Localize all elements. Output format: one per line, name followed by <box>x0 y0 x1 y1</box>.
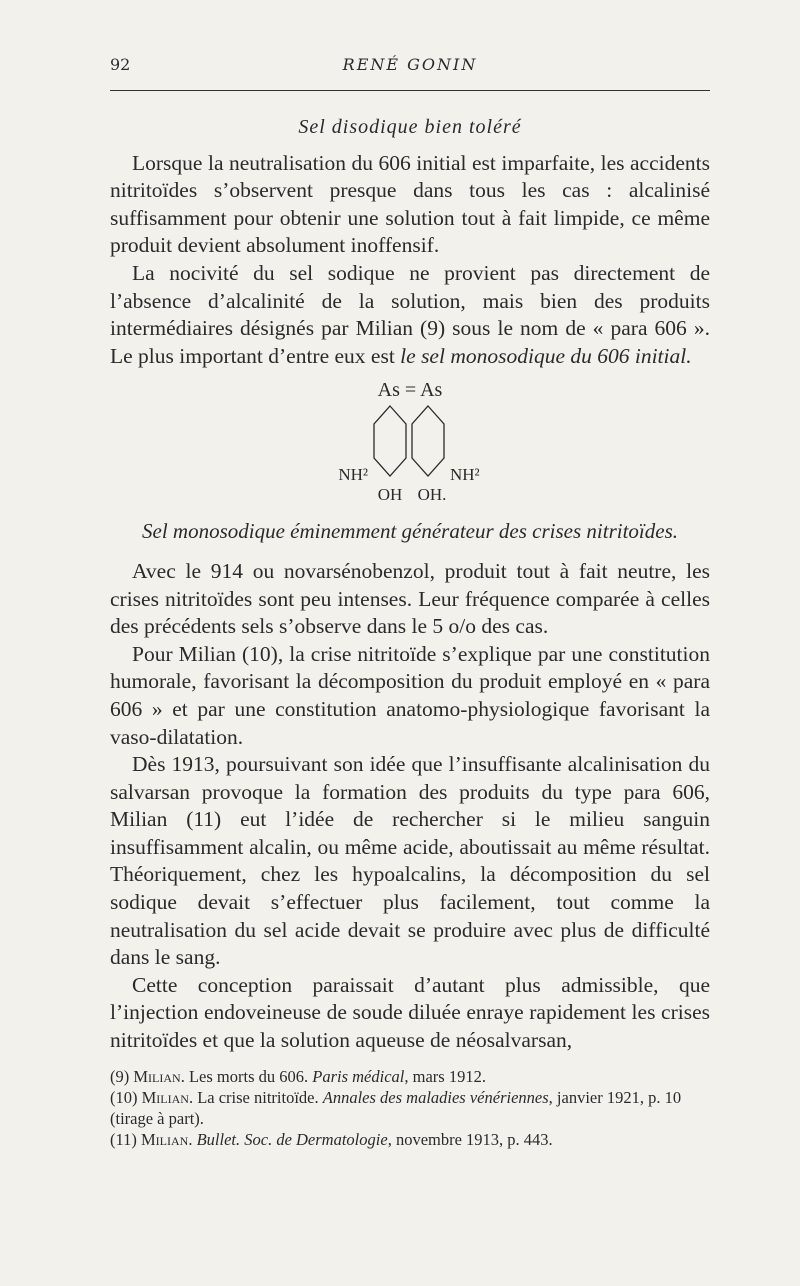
footnote-journal: Annales des maladies vénériennes <box>322 1088 549 1107</box>
right-benzene-ring <box>412 406 444 476</box>
footnote <box>110 1087 710 1129</box>
formula-top: As = As <box>377 379 443 402</box>
paragraph-2-emphasis: le sel monosodique du 606 initial. <box>400 343 692 368</box>
formula-drawing <box>110 376 710 506</box>
paragraph-4: Pour Milian (10), la crise nitritoïde s’explique par une constitution humorale, favorisant la décomposition du produit employé en « para 606 » et par une constitution anatomo-physiologique favorisant la vaso-dilatation. <box>110 641 710 749</box>
formula-left-nh2: NH² <box>338 465 368 485</box>
footnote-rest: , mars 1912. <box>404 1067 486 1086</box>
footnote-author: Milian. <box>141 1130 193 1149</box>
footnote-rest: , novembre 1913, p. 443. <box>387 1130 553 1149</box>
footnote <box>110 1066 710 1087</box>
paragraph-2-text: La nocivité du sel sodique ne provient pas directement de l’absence d’alcalinité de la solution, mais bien des produits intermédiaires désignés par Milian (9) sous le nom de « para 606 ». Le plus important d’entre eux est <box>110 260 710 368</box>
paragraph-6: Cette conception paraissait d’autant plus admissible, que l’injection endoveineuse de soude diluée enraye rapidement les crises nitritoïdes et que la solution aqueuse de néosalvarsan, <box>110 972 710 1053</box>
footnote-journal: Paris médical <box>312 1067 405 1086</box>
footnote-rest: , janvier 1921, p. 10 (tirage à part). <box>110 1088 682 1128</box>
left-benzene-ring <box>374 406 406 476</box>
main-text <box>110 106 710 1055</box>
footnote-author: Milian. <box>133 1067 185 1086</box>
chemical-formula <box>110 376 710 506</box>
paragraph-3: Avec le 914 ou novarsénobenzol, produit tout à fait neutre, les crises nitritoïdes sont peu intenses. Leur fréquence comparée à celles des précédents sels s’observe dans le 5 o/o des cas. <box>110 558 710 639</box>
footnotes <box>110 1066 710 1150</box>
page-number: 92 <box>110 55 131 74</box>
paragraph-5: Dès 1913, poursuivant son idée que l’insuffisante alcalinisation du salvarsan provoque la formation des produits du type para 606, Milian (11) eut l’idée de rechercher si le milieu sanguin insuffisamment alcalin, ou même acide, aboutissait au même résultat. Théoriquement, chez les hypoalcalins, la décomposition du sel sodique devait s’effectuer plus facilement, tout comme la neutralisation du sel acide devait se produire avec plus de difficulté dans le sang. <box>110 752 710 970</box>
formula-left-oh: OH <box>377 485 403 505</box>
formula-caption: Sel monosodique éminemment générateur des crises nitritoïdes. <box>142 519 678 544</box>
paragraph-2 <box>110 260 710 370</box>
footnote-number: (10) <box>110 1088 138 1107</box>
footnote-number: (11) <box>110 1130 137 1149</box>
footnote-text: La crise nitritoïde. <box>193 1088 323 1107</box>
running-head: RENÉ GONIN <box>342 55 478 74</box>
page-header <box>110 55 710 85</box>
footnote-author: Milian. <box>141 1088 194 1107</box>
footnote-number: (9) <box>110 1067 130 1086</box>
footnote <box>110 1129 710 1150</box>
formula-right-nh2: NH² <box>450 465 480 485</box>
section-title: Sel disodique bien toléré <box>298 116 522 138</box>
paragraph-1: Lorsque la neutralisation du 606 initial est imparfaite, les accidents nitritoïdes s’observent presque dans tous les cas : alcalinisé suffisamment pour obtenir une solution tout à fait limpide, ce même produit devient absolument inoffensif. <box>110 150 710 258</box>
footnote-journal: Bullet. Soc. de Dermatologie <box>196 1130 388 1149</box>
formula-right-oh: OH. <box>417 485 447 505</box>
footnote-text: Les morts du 606. <box>184 1067 313 1086</box>
header-rule <box>110 90 710 91</box>
